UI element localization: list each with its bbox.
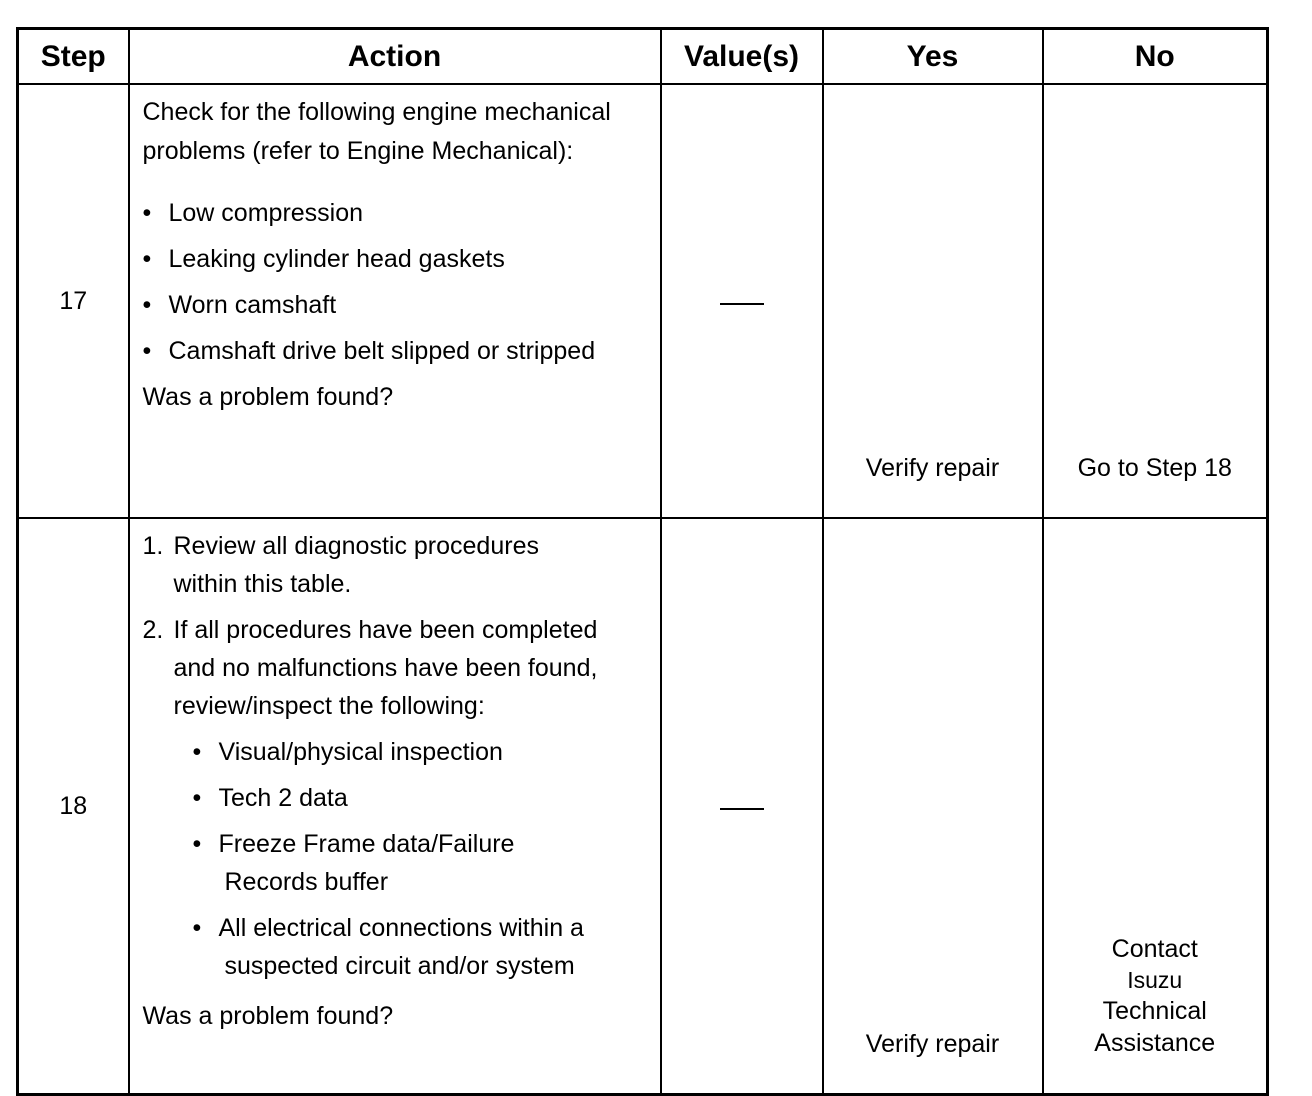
contact-line: Isuzu [1127, 967, 1183, 993]
contact-line: Technical [1102, 997, 1207, 1025]
question-text: Was a problem found? [142, 383, 394, 411]
question-text: Was a problem found? [142, 1002, 394, 1030]
no-result: Go to Step 18 [1043, 84, 1268, 518]
header-values: Value(s) [661, 29, 823, 85]
header-no: No [1043, 29, 1268, 85]
step-number: 18 [18, 518, 129, 1095]
bullet-item: • Worn camshaft [142, 291, 337, 319]
numbered-list [143, 527, 650, 985]
contact-line: Contact [1111, 935, 1198, 963]
bullet-item: • All electrical connections within a suspected circuit and/or system [192, 914, 584, 980]
header-step: Step [18, 29, 129, 85]
empty-value-dash [720, 303, 764, 305]
header-yes: Yes [823, 29, 1043, 85]
action-intro: Check for the following engine mechanical problems (refer to Engine Mechanical): [142, 98, 611, 165]
bullet-item: • Leaking cylinder head gaskets [142, 245, 505, 273]
sub-bullet-list [143, 733, 650, 985]
bullet-list [143, 190, 650, 374]
header-action: Action [129, 29, 661, 85]
yes-result: Verify repair [823, 84, 1043, 518]
numbered-item: 1. Review all diagnostic procedures within this table. [142, 532, 539, 598]
value-cell [661, 518, 823, 1095]
action-cell [129, 518, 661, 1095]
table-row-step-17 [18, 84, 1268, 518]
no-result [1043, 518, 1268, 1095]
bullet-item: • Low compression [142, 199, 364, 227]
bullet-item: • Visual/physical inspection [192, 738, 503, 766]
empty-value-dash [720, 808, 764, 810]
bullet-item: • Tech 2 data [192, 784, 348, 812]
yes-result: Verify repair [823, 518, 1043, 1095]
step-number: 17 [18, 84, 129, 518]
bullet-item: • Camshaft drive belt slipped or stripped [142, 337, 596, 365]
diagnostic-table [16, 27, 1269, 1096]
bullet-item: • Freeze Frame data/Failure Records buffer [192, 830, 515, 896]
header-row [18, 29, 1268, 85]
action-cell [129, 84, 661, 518]
contact-line: Assistance [1094, 1029, 1216, 1057]
table-row-step-18 [18, 518, 1268, 1095]
value-cell [661, 84, 823, 518]
numbered-item: 2. If all procedures have been completed and no malfunctions have been found, review/inspect the following: [142, 616, 598, 720]
